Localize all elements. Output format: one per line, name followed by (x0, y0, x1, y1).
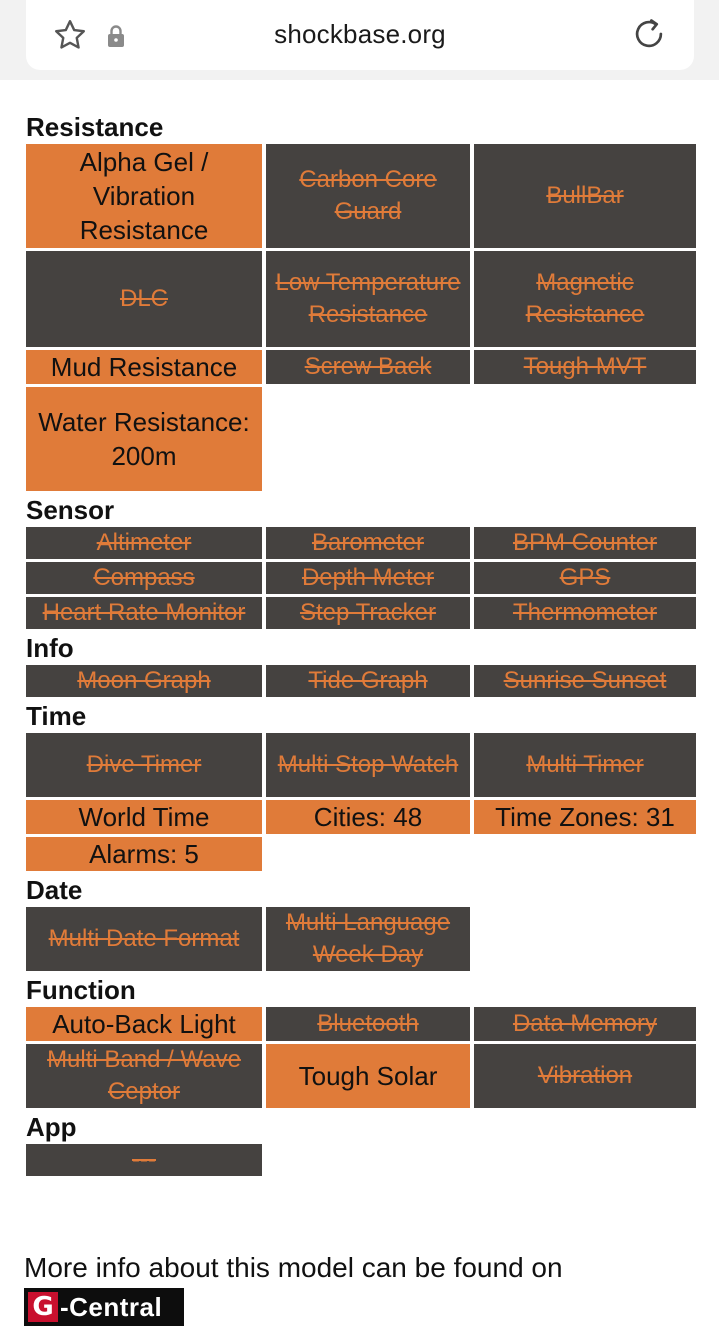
feature-cell: Dive Timer (26, 733, 262, 797)
section-title-date: Date (26, 875, 83, 905)
section-grid-function (26, 1007, 696, 1108)
section-grid-date (26, 907, 696, 971)
feature-cell: Alarms: 5 (26, 837, 262, 871)
url-text[interactable]: shockbase.org (274, 19, 446, 49)
feature-cell: Mud Resistance (26, 350, 262, 384)
feature-cell: --- (26, 1144, 262, 1176)
g-central-logo-text: -Central (60, 1291, 163, 1322)
browser-toolbar (0, 0, 719, 80)
section-grid-info (26, 665, 696, 697)
feature-cell: Heart Rate Monitor (26, 597, 262, 629)
feature-cell: Carbon Core Guard (266, 144, 470, 248)
feature-cell: Multi Stop Watch (266, 733, 470, 797)
feature-cell: Multi Timer (474, 733, 696, 797)
feature-cell: DLC (26, 251, 262, 347)
feature-cell: Time Zones: 31 (474, 800, 696, 834)
feature-cell: Altimeter (26, 527, 262, 559)
g-letter-icon: G (28, 1292, 58, 1322)
section-title-info: Info (26, 633, 74, 663)
feature-cell: Moon Graph (26, 665, 262, 697)
g-central-logo[interactable] (24, 1288, 184, 1326)
section-title-function: Function (26, 975, 136, 1005)
feature-cell: Compass (26, 562, 262, 594)
feature-cell: Cities: 48 (266, 800, 470, 834)
section-grid-time (26, 733, 696, 871)
feature-cell: Sunrise Sunset (474, 665, 696, 697)
section-title-time: Time (26, 701, 87, 731)
feature-cell: Tide Graph (266, 665, 470, 697)
feature-cell: Barometer (266, 527, 470, 559)
feature-cell: Alpha Gel / Vibration Resistance (26, 144, 262, 248)
feature-cell: Vibration (474, 1044, 696, 1108)
feature-cell: Bluetooth (266, 1007, 470, 1041)
section-grid-app (26, 1144, 696, 1176)
feature-cell: Step Tracker (266, 597, 470, 629)
feature-cell: GPS (474, 562, 696, 594)
feature-cell: Multi Band / Wave Ceptor (26, 1044, 262, 1108)
feature-list (26, 108, 696, 1176)
feature-cell: Magnetic Resistance (474, 251, 696, 347)
address-bar[interactable] (26, 0, 694, 70)
section-grid-sensor (26, 527, 696, 629)
feature-cell: World Time (26, 800, 262, 834)
section-title-sensor: Sensor (26, 495, 115, 525)
feature-cell: Multi Date Format (26, 907, 262, 971)
feature-cell: Data Memory (474, 1007, 696, 1041)
section-title-resistance: Resistance (26, 112, 164, 142)
feature-cell: Depth Meter (266, 562, 470, 594)
feature-cell: Auto-Back Light (26, 1007, 262, 1041)
feature-cell: BPM Counter (474, 527, 696, 559)
feature-cell: Thermometer (474, 597, 696, 629)
section-title-app: App (26, 1112, 77, 1142)
feature-cell: Water Resistance: 200m (26, 387, 262, 491)
footer-text: More info about this model can be found on (24, 1252, 563, 1283)
section-grid-resistance (26, 144, 696, 491)
reload-icon[interactable] (630, 14, 668, 54)
feature-cell: Tough Solar (266, 1044, 470, 1108)
feature-cell: Low Temperature Resistance (266, 251, 470, 347)
feature-cell: Tough MVT (474, 350, 696, 384)
feature-cell: Screw Back (266, 350, 470, 384)
feature-cell: Multi Language Week Day (266, 907, 470, 971)
feature-cell: BullBar (474, 144, 696, 248)
